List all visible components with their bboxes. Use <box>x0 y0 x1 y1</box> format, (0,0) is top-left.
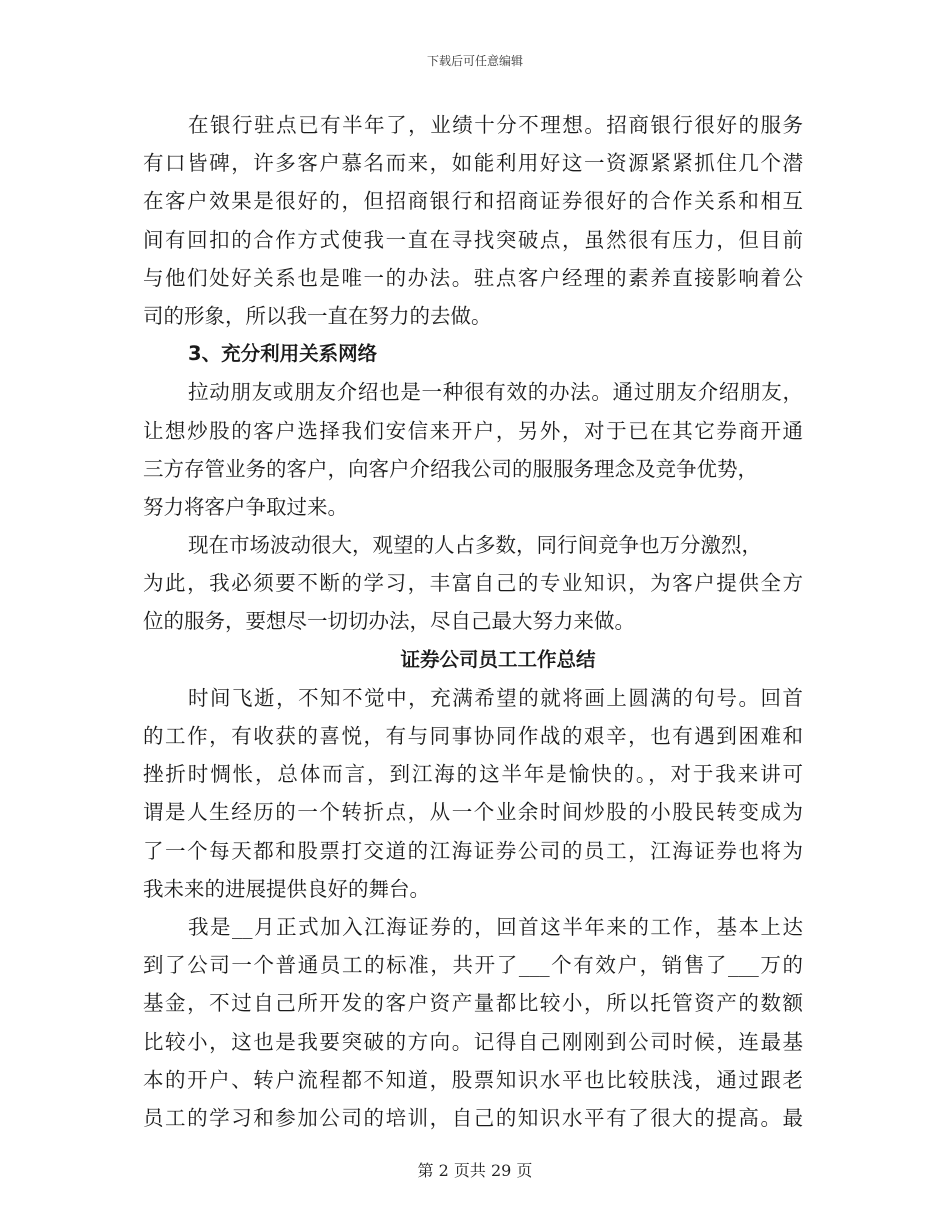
page-footer: 第 2 页共 29 页 <box>417 1161 533 1180</box>
text-line: 努力将客户争取过来。 <box>143 494 348 519</box>
text-line: 三方存管业务的客户，向客户介绍我公司的服服务理念及竞争优势， <box>143 456 758 481</box>
text-line: 谓是人生经历的一个转折点，从一个业余时间炒股的小股民转变成为 <box>143 800 803 825</box>
text-line: 比较小，这也是我要突破的方向。记得自己刚刚到公司时候，连最基 <box>143 1029 803 1054</box>
text-line: 基金，不过自己所开发的客户资产量都比较小，所以托管资产的数额 <box>143 991 803 1016</box>
text-line: 在客户效果是很好的，但招商银行和招商证券很好的合作关系和相互 <box>143 189 803 214</box>
text-line: 与他们处好关系也是唯一的办法。驻点客户经理的素养直接影响着公 <box>143 265 803 290</box>
text-line: 为此，我必须要不断的学习，丰富自己的专业知识，为客户提供全方 <box>143 571 803 596</box>
text-line: 到了公司一个普通员工的标准，共开了___个有效户，销售了___万的 <box>143 953 803 978</box>
text-line: 间有回扣的合作方式使我一直在寻找突破点，虽然很有压力，但目前 <box>143 227 803 252</box>
text-line: 本的开户、转户流程都不知道，股票知识水平也比较肤浅，通过跟老 <box>143 1067 803 1092</box>
text-line: 挫折时惆怅，总体而言，到江海的这半年是愉快的。，对于我来讲可 <box>143 762 803 787</box>
text-line: 时间飞逝，不知不觉中，充满希望的就将画上圆满的句号。回首 <box>188 685 803 710</box>
text-line: 我是__月正式加入江海证券的，回首这半年来的工作，基本上达 <box>188 914 803 939</box>
subheading: 3、充分利用关系网络 <box>188 342 378 366</box>
text-line: 员工的学习和参加公司的培训，自己的知识水平有了很大的提高。最 <box>143 1105 803 1130</box>
section-title: 证券公司员工工作总结 <box>400 647 596 671</box>
text-line: 我未来的进展提供良好的舞台。 <box>143 876 430 901</box>
document-body <box>143 106 803 1137</box>
text-line: 在银行驻点已有半年了，业绩十分不理想。招商银行很好的服务 <box>188 113 803 137</box>
text-line: 有口皆碑，许多客户慕名而来，如能利用好这一资源紧紧抓住几个潜 <box>143 151 803 176</box>
text-line: 了一个每天都和股票打交道的江海证券公司的员工，江海证券也将为 <box>143 838 803 863</box>
text-line: 的工作，有收获的喜悦，有与同事协同作战的艰辛，也有遇到困难和 <box>143 724 803 748</box>
text-line: 司的形象，所以我一直在努力的去做。 <box>143 303 492 328</box>
text-line: 位的服务，要想尽一切切办法，尽自己最大努力来做。 <box>143 609 635 634</box>
text-line: 现在市场波动很大，观望的人占多数，同行间竞争也万分激烈， <box>188 533 762 558</box>
text-line: 让想炒股的客户选择我们安信来开户，另外，对于已在其它券商开通 <box>143 418 803 443</box>
page-header: 下载后可任意编辑 <box>426 54 523 68</box>
text-line: 拉动朋友或朋友介绍也是一种很有效的办法。通过朋友介绍朋友， <box>188 380 803 405</box>
